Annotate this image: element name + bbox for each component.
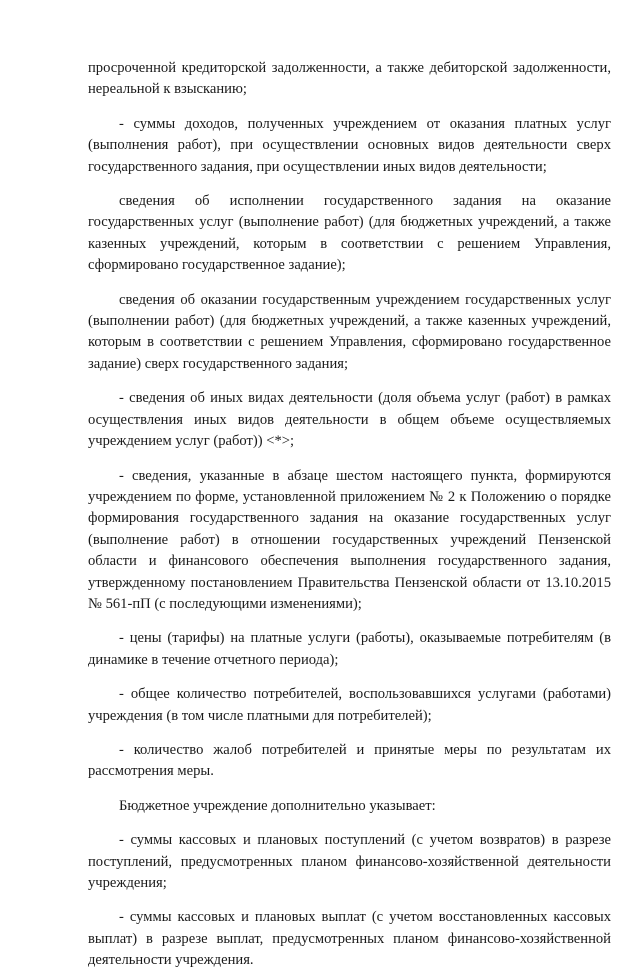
paragraph-prices: - цены (тарифы) на платные услуги (работы), оказываемые потребителям (в динамике в течение отчетного периода); xyxy=(88,630,611,668)
paragraph-state-task-execution: сведения об исполнении государственного задания на оказание государственных услуг (выполнение работ) (для бюджетных учреждений, а также казенных учреждений, которым в соответствии с решением Управления, сформировано государственное задание); xyxy=(88,193,611,274)
paragraph-other-activities: - сведения об иных видах деятельности (доля объема услуг (работ) в рамках осуществления иных видов деятельности в общем объеме осуществляемых учреждением услуг (работ)) <*>; xyxy=(88,390,611,450)
paragraph-overdue-debt: просроченной кредиторской задолженности, а также дебиторской задолженности, нереальной к взысканию; xyxy=(88,60,611,98)
paragraph-cash-receipts: - суммы кассовых и плановых поступлений (с учетом возвратов) в разрезе поступлений, предусмотренных планом финансово-хозяйственной деятельности учреждения; xyxy=(88,832,611,891)
document-body xyxy=(88,58,611,972)
paragraph-consumers-count: - общее количество потребителей, воспользовавшихся услугами (работами) учреждения (в том числе платными для потребителей); xyxy=(88,686,611,724)
paragraph-services-beyond-task: сведения об оказании государственным учреждением государственных услуг (выполнении работ) (для бюджетных учреждений, а также казенных учреждений, которым в соответствии с решением Управления, сформировано государственное задание) сверх государственного задания; xyxy=(88,291,611,372)
paragraph-report-form: - сведения, указанные в абзаце шестом настоящего пункта, формируются учреждением по форме, установленной приложением № 2 к Положению о порядке формирования государственного задания на оказание государственных услуг (выполнение работ) в отношении государственных учреждений Пензенской области и финансового обеспечения выполнения государственного задания, утвержденному постановлением Правительства Пензенской области от 13.10.2015 № 561-пП (с последующими изменениями); xyxy=(88,467,611,612)
paragraph-budget-institution-heading: Бюджетное учреждение дополнительно указывает: xyxy=(119,797,436,814)
paragraph-cash-payments: - суммы кассовых и плановых выплат (с учетом восстановленных кассовых выплат) в разрезе выплат, предусмотренных планом финансово-хозяйственной деятельности учреждения. xyxy=(88,909,611,969)
paragraph-paid-services-income: - суммы доходов, полученных учреждением от оказания платных услуг (выполнения работ), при осуществлении основных видов деятельности сверх государственного задания, при осуществлении иных видов деятельности; xyxy=(88,115,611,175)
paragraph-complaints: - количество жалоб потребителей и принятые меры по результатам их рассмотрения меры. xyxy=(88,741,611,780)
